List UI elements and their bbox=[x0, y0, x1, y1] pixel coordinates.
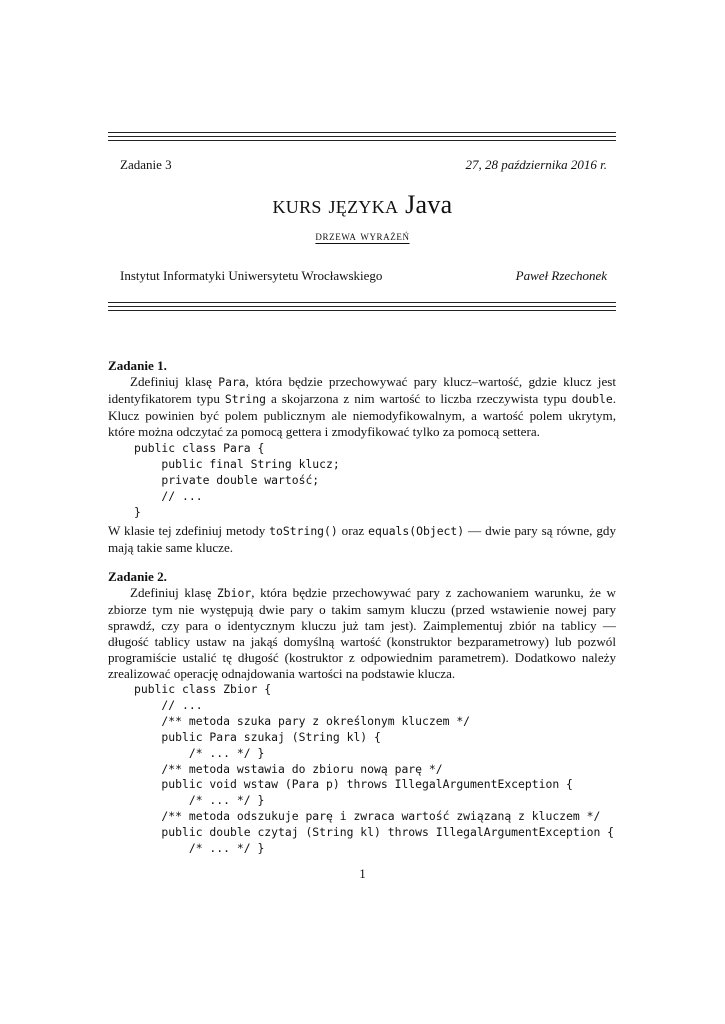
bottom-rule-2 bbox=[108, 306, 616, 307]
top-rule-3 bbox=[108, 140, 616, 141]
top-rule-1 bbox=[108, 132, 616, 133]
task2-code: public class Zbior { // ... /** metoda szuka pary z określonym kluczem */ public Para szukaj (String kl) { /* ... */ } /** metoda wstawia do zbioru nową parę */ public void wstaw (Para p) throws IllegalArgumentException { /* ... */ } /** metoda odszukuje parę i zwraca wartość związaną z kluczem */ public double czytaj (String kl) throws IllegalArgumentException { /* ... */ } bbox=[134, 682, 615, 856]
page-number: 1 bbox=[359, 866, 366, 881]
date: 27, 28 października 2016 r. bbox=[465, 157, 607, 172]
task1-heading: Zadanie 1. bbox=[108, 358, 167, 373]
task2-paragraph: Zdefiniuj klasę Zbior, która będzie przechowywać pary z zachowaniem warunku, że w zbiorze tym nie występują dwie pary o takim samym kluczu (przed wstawienie nowej pary sprawdź, czy para o identycznym kluczu już tam jest). Zaimplementuj zbiór na tablicy — długość tablicy ustaw na jakąś domyślną wartość (konstruktor bezparametrowy) lub pozwól programiście ustalić tę długość (kostruktor z odpowiednim parametrem). Dodatkowo należy zrealizować operację odnajdowania wartości na podstawie klucza. bbox=[108, 585, 616, 681]
bottom-rule-1 bbox=[108, 302, 616, 303]
task2-heading: Zadanie 2. bbox=[108, 569, 167, 584]
subtitle bbox=[0, 228, 725, 244]
author: Paweł Rzechonek bbox=[515, 268, 607, 283]
title-prefix: kurs języka bbox=[272, 190, 406, 219]
task1-paragraph-2: W klasie tej zdefiniuj metody toString() oraz equals(Object) — dwie pary są równe, gdy mają takie same klucze. bbox=[108, 523, 617, 555]
title-name: Java bbox=[405, 190, 453, 219]
bottom-rule-3 bbox=[108, 310, 616, 311]
top-rule-2 bbox=[108, 136, 616, 137]
page-title bbox=[0, 190, 725, 220]
institute: Instytut Informatyki Uniwersytetu Wrocławskiego bbox=[120, 268, 383, 283]
task-number: Zadanie 3 bbox=[120, 157, 172, 172]
subtitle-text: drzewa wyrażeń bbox=[315, 228, 410, 243]
task1-paragraph: Zdefiniuj klasę Para, która będzie przechowywać pary klucz–wartość, gdzie klucz jest identyfikatorem typu String a skojarzona z nim wartość to liczba rzeczywista typu double. Klucz powinien być polem publicznym ale niemodyfikowalnym, a wartość polem ukrytym, które można odczytać za pomocą gettera i zmodyfikować tylko za pomocą settera. bbox=[108, 374, 617, 439]
task1-code: public class Para { public final String klucz; private double wartość; // ... } bbox=[134, 441, 340, 519]
